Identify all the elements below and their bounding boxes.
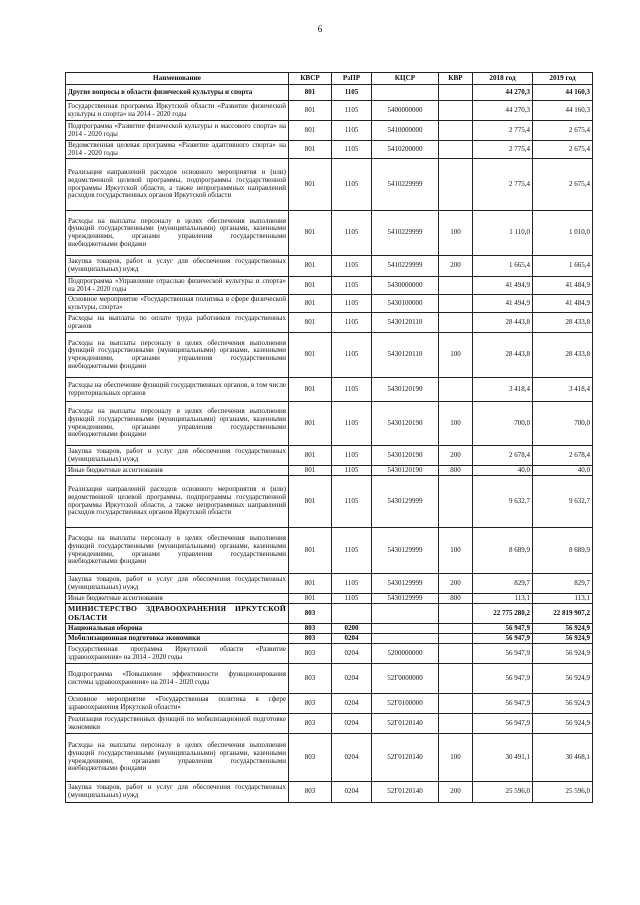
cell-2018: 40,0: [473, 466, 533, 476]
cell-2019: 25 596,0: [533, 782, 593, 803]
table-row: [66, 378, 593, 402]
cell-2018: 30 491,1: [473, 734, 533, 782]
table-row: [66, 85, 593, 101]
cell-kvsr: 801: [289, 159, 332, 211]
cell-kcsr: 5430000000: [372, 277, 439, 295]
cell-kvsr: 803: [289, 714, 332, 734]
cell-rzpr: 1105: [332, 313, 372, 333]
cell-2018: 829,7: [473, 574, 533, 594]
cell-kvsr: 803: [289, 644, 332, 664]
cell-2019: 2 678,4: [533, 446, 593, 466]
cell-kvsr: 801: [289, 295, 332, 313]
cell-kvsr: 803: [289, 782, 332, 803]
cell-kvr: [439, 141, 473, 159]
cell-kvsr: 801: [289, 101, 332, 121]
cell-rzpr: 1105: [332, 466, 372, 476]
header-year-2019: 2019 год: [533, 73, 593, 85]
table-row: [66, 121, 593, 141]
cell-2019: 56 924,9: [533, 644, 593, 664]
cell-kvr: 800: [439, 594, 473, 604]
table-row: [66, 313, 593, 333]
cell-kvsr: 803: [289, 734, 332, 782]
cell-2019: 113,1: [533, 594, 593, 604]
cell-name: Расходы на выплаты персоналу в целях обеспечения выполнения функций государственными (муниципальными) органами, казенными учреждениями, органами управления государственными внебюджетными фондами: [66, 333, 289, 378]
cell-kcsr: 5410000000: [372, 121, 439, 141]
cell-kcsr: 5410229999: [372, 256, 439, 277]
cell-2019: 829,7: [533, 574, 593, 594]
cell-2019: 56 924,9: [533, 694, 593, 714]
cell-kcsr: 5430129999: [372, 574, 439, 594]
cell-rzpr: 0204: [332, 714, 372, 734]
cell-rzpr: 0204: [332, 644, 372, 664]
cell-2018: 9 632,7: [473, 476, 533, 528]
cell-2018: 41 494,9: [473, 277, 533, 295]
cell-kvr: [439, 378, 473, 402]
table-row: [66, 594, 593, 604]
table-row: [66, 295, 593, 313]
cell-kvsr: 801: [289, 141, 332, 159]
cell-kvsr: 801: [289, 313, 332, 333]
cell-name: Закупка товаров, работ и услуг для обеспечения государственных (муниципальных) нужд: [66, 574, 289, 594]
cell-2018: 25 596,0: [473, 782, 533, 803]
cell-kvsr: 801: [289, 528, 332, 574]
header-name: Наименование: [66, 73, 289, 85]
cell-2019: 41 484,9: [533, 277, 593, 295]
cell-2018: 56 947,9: [473, 644, 533, 664]
cell-rzpr: 1105: [332, 446, 372, 466]
cell-kvr: 200: [439, 782, 473, 803]
cell-2018: 56 947,9: [473, 624, 533, 634]
cell-kvr: 100: [439, 333, 473, 378]
cell-rzpr: 1105: [332, 211, 372, 256]
cell-kvr: [439, 664, 473, 694]
cell-2018: 56 947,9: [473, 664, 533, 694]
table-row: [66, 277, 593, 295]
cell-rzpr: 0204: [332, 734, 372, 782]
cell-2019: 22 819 907,2: [533, 604, 593, 624]
cell-kvr: [439, 101, 473, 121]
cell-2018: 2 775,4: [473, 121, 533, 141]
cell-2019: 44 160,3: [533, 101, 593, 121]
table-row: [66, 476, 593, 528]
cell-kcsr: 5430120110: [372, 333, 439, 378]
table-row: [66, 256, 593, 277]
cell-2018: 113,1: [473, 594, 533, 604]
cell-2019: 1 010,0: [533, 211, 593, 256]
cell-2018: 2 678,4: [473, 446, 533, 466]
cell-kvr: [439, 159, 473, 211]
cell-2019: 1 665,4: [533, 256, 593, 277]
cell-2019: 9 632,7: [533, 476, 593, 528]
cell-kvsr: 801: [289, 402, 332, 446]
cell-kcsr: 5410200000: [372, 141, 439, 159]
cell-2018: 1 665,4: [473, 256, 533, 277]
cell-2019: 56 924,9: [533, 624, 593, 634]
cell-rzpr: 0204: [332, 782, 372, 803]
cell-name: Иные бюджетные ассигнования: [66, 466, 289, 476]
cell-2019: 56 924,9: [533, 634, 593, 644]
cell-2018: 28 443,8: [473, 333, 533, 378]
cell-rzpr: 1105: [332, 159, 372, 211]
cell-kvr: [439, 121, 473, 141]
cell-name: Закупка товаров, работ и услуг для обеспечения государственных (муниципальных) нужд: [66, 446, 289, 466]
table-row: [66, 333, 593, 378]
table-row: [66, 159, 593, 211]
cell-kvr: 100: [439, 528, 473, 574]
cell-kvsr: 803: [289, 624, 332, 634]
cell-rzpr: 1105: [332, 256, 372, 277]
table-row: [66, 634, 593, 644]
cell-kcsr: 5430120190: [372, 402, 439, 446]
cell-2019: 8 689,9: [533, 528, 593, 574]
cell-kvsr: 801: [289, 466, 332, 476]
cell-kvr: [439, 277, 473, 295]
cell-2019: 2 675,4: [533, 121, 593, 141]
cell-kvsr: 801: [289, 333, 332, 378]
table-row: [66, 694, 593, 714]
cell-name: Реализация направлений расходов основного мероприятия и (или) ведомственной целевой программы, подпрограммы государственной программы Иркутской области, а также непрограммных направлений расходов государственных органов Иркутской области: [66, 159, 289, 211]
cell-rzpr: 1105: [332, 141, 372, 159]
cell-rzpr: 1105: [332, 295, 372, 313]
cell-name: Основное мероприятие «Государственная политика в сфере физической культуры, спорта»: [66, 295, 289, 313]
table-body: [66, 85, 593, 803]
cell-2019: 40,0: [533, 466, 593, 476]
cell-kcsr: 5400000000: [372, 101, 439, 121]
budget-table: [65, 72, 593, 803]
cell-kvsr: 801: [289, 594, 332, 604]
cell-2018: 1 110,0: [473, 211, 533, 256]
cell-name: Расходы на выплаты персоналу в целях обеспечения выполнения функций государственными (муниципальными) органами, казенными учреждениями, органами управления государственными внебюджетными фондами: [66, 211, 289, 256]
table-row: [66, 714, 593, 734]
cell-kvsr: 803: [289, 664, 332, 694]
cell-kvr: [439, 634, 473, 644]
cell-kcsr: 5430100000: [372, 295, 439, 313]
cell-rzpr: 0204: [332, 634, 372, 644]
table-row: [66, 101, 593, 121]
cell-2018: 28 443,8: [473, 313, 533, 333]
cell-2019: 700,0: [533, 402, 593, 446]
cell-kcsr: 52Г0120140: [372, 782, 439, 803]
cell-name: МИНИСТЕРСТВО ЗДРАВООХРАНЕНИЯ ИРКУТСКОЙ ОБЛАСТИ: [66, 604, 289, 624]
cell-kcsr: 5410229999: [372, 211, 439, 256]
cell-2018: 2 775,4: [473, 159, 533, 211]
cell-2018: 700,0: [473, 402, 533, 446]
cell-kvr: 800: [439, 466, 473, 476]
cell-2018: 3 418,4: [473, 378, 533, 402]
header-kvsr: КВСР: [289, 73, 332, 85]
cell-rzpr: 1105: [332, 476, 372, 528]
cell-name: Расходы на выплаты персоналу в целях обеспечения выполнения функций государственными (муниципальными) органами, казенными учреждениями, органами управления государственными внебюджетными фондами: [66, 734, 289, 782]
cell-kcsr: 52Г0100000: [372, 694, 439, 714]
cell-kvsr: 803: [289, 694, 332, 714]
table-row: [66, 644, 593, 664]
cell-rzpr: 1105: [332, 277, 372, 295]
table-row: [66, 466, 593, 476]
page-number: 6: [317, 24, 323, 34]
cell-rzpr: 1105: [332, 333, 372, 378]
cell-2019: 3 418,4: [533, 378, 593, 402]
cell-2018: 44 270,3: [473, 101, 533, 121]
cell-name: Иные бюджетные ассигнования: [66, 594, 289, 604]
cell-2019: 2 675,4: [533, 159, 593, 211]
cell-kcsr: 5200000000: [372, 644, 439, 664]
cell-name: Расходы на выплаты персоналу в целях обеспечения выполнения функций государственными (муниципальными) органами, казенными учреждениями, органами управления государственными внебюджетными фондами: [66, 528, 289, 574]
cell-name: Ведомственная целевая программа «Развитие адаптивного спорта» на 2014 - 2020 годы: [66, 141, 289, 159]
cell-name: Национальная оборона: [66, 624, 289, 634]
cell-kcsr: 52Г0120140: [372, 734, 439, 782]
table-row: [66, 604, 593, 624]
cell-kvr: [439, 604, 473, 624]
cell-2018: 56 947,9: [473, 714, 533, 734]
table-row: [66, 782, 593, 803]
cell-kvsr: 801: [289, 211, 332, 256]
cell-rzpr: 0204: [332, 694, 372, 714]
header-year-2018: 2018 год: [473, 73, 533, 85]
cell-2019: 28 433,8: [533, 333, 593, 378]
cell-kcsr: [372, 85, 439, 101]
cell-kvr: [439, 85, 473, 101]
cell-rzpr: 1105: [332, 594, 372, 604]
table-row: [66, 734, 593, 782]
cell-kcsr: 5430120190: [372, 378, 439, 402]
cell-rzpr: 1105: [332, 574, 372, 594]
table-row: [66, 446, 593, 466]
cell-rzpr: 1105: [332, 378, 372, 402]
table-header-row: [66, 73, 593, 85]
cell-2019: 56 924,9: [533, 714, 593, 734]
cell-kvr: 100: [439, 402, 473, 446]
cell-kvsr: 801: [289, 574, 332, 594]
cell-kvsr: 801: [289, 446, 332, 466]
cell-name: Закупка товаров, работ и услуг для обеспечения государственных (муниципальных) нужд: [66, 256, 289, 277]
cell-2019: 30 468,1: [533, 734, 593, 782]
header-kvr: КВР: [439, 73, 473, 85]
cell-rzpr: 1105: [332, 528, 372, 574]
cell-2018: 41 494,9: [473, 295, 533, 313]
cell-2019: 44 160,3: [533, 85, 593, 101]
cell-kcsr: [372, 604, 439, 624]
cell-kvsr: 801: [289, 85, 332, 101]
cell-kvr: [439, 624, 473, 634]
table-row: [66, 141, 593, 159]
cell-kvr: 200: [439, 256, 473, 277]
cell-rzpr: 1105: [332, 402, 372, 446]
cell-kvr: 100: [439, 734, 473, 782]
cell-kvr: 200: [439, 446, 473, 466]
cell-name: Подпрограмма «Управление отраслью физической культуры и спорта» на 2014 - 2020 годы: [66, 277, 289, 295]
cell-kvsr: 801: [289, 121, 332, 141]
cell-kcsr: 5430129999: [372, 528, 439, 574]
cell-2018: 56 947,9: [473, 694, 533, 714]
cell-kvsr: 801: [289, 476, 332, 528]
table-row: [66, 402, 593, 446]
cell-kvsr: 801: [289, 378, 332, 402]
cell-kvr: [439, 295, 473, 313]
cell-rzpr: [332, 604, 372, 624]
cell-kvr: 200: [439, 574, 473, 594]
cell-name: Расходы на обеспечение функций государственных органов, в том числе территориальных органов: [66, 378, 289, 402]
cell-kcsr: 5430129999: [372, 594, 439, 604]
cell-kcsr: 5430120190: [372, 466, 439, 476]
cell-2018: 22 775 280,2: [473, 604, 533, 624]
header-kcsr: КЦСР: [372, 73, 439, 85]
cell-kvsr: 801: [289, 277, 332, 295]
cell-rzpr: 1105: [332, 85, 372, 101]
cell-2018: 56 947,9: [473, 634, 533, 644]
cell-kvr: [439, 694, 473, 714]
cell-kcsr: 5430120190: [372, 446, 439, 466]
table-row: [66, 528, 593, 574]
table-row: [66, 211, 593, 256]
cell-name: Другие вопросы в области физической культуры и спорта: [66, 85, 289, 101]
cell-kcsr: 52Г0000000: [372, 664, 439, 694]
cell-kcsr: 5430120110: [372, 313, 439, 333]
header-rzpr: РзПР: [332, 73, 372, 85]
cell-rzpr: 0200: [332, 624, 372, 634]
cell-kcsr: 52Г0120140: [372, 714, 439, 734]
cell-kvsr: 801: [289, 256, 332, 277]
cell-2019: 56 924,9: [533, 664, 593, 694]
cell-kcsr: [372, 634, 439, 644]
cell-name: Государственная программа Иркутской области «Развитие здравоохранения» на 2014 - 2020 годы: [66, 644, 289, 664]
cell-kvr: [439, 714, 473, 734]
cell-rzpr: 1105: [332, 101, 372, 121]
cell-name: Реализация направлений расходов основного мероприятия и (или) ведомственной целевой программы, подпрограммы государственной программы Иркутской области, а также непрограммных направлений расходов государственных органов Иркутской области: [66, 476, 289, 528]
cell-2019: 41 484,9: [533, 295, 593, 313]
cell-kcsr: 5430129999: [372, 476, 439, 528]
cell-name: Расходы на выплаты по оплате труда работников государственных органов: [66, 313, 289, 333]
cell-name: Мобилизационная подготовка экономики: [66, 634, 289, 644]
cell-name: Подпрограмма «Повышение эффективности функционирования системы здравоохранения» на 2014 - 2020 годы: [66, 664, 289, 694]
cell-kvr: [439, 313, 473, 333]
cell-name: Закупка товаров, работ и услуг для обеспечения государственных (муниципальных) нужд: [66, 782, 289, 803]
cell-2018: 44 270,3: [473, 85, 533, 101]
cell-rzpr: 0204: [332, 664, 372, 694]
cell-kvr: 100: [439, 211, 473, 256]
table-row: [66, 574, 593, 594]
cell-2019: 2 675,4: [533, 141, 593, 159]
cell-kvsr: 803: [289, 634, 332, 644]
cell-kvsr: 803: [289, 604, 332, 624]
cell-2019: 28 433,8: [533, 313, 593, 333]
cell-name: Реализация государственных функций по мобилизационной подготовке экономики: [66, 714, 289, 734]
cell-name: Основное мероприятие «Государственная политика в сфере здравоохранения Иркутской области»: [66, 694, 289, 714]
cell-2018: 2 775,4: [473, 141, 533, 159]
cell-rzpr: 1105: [332, 121, 372, 141]
table-row: [66, 664, 593, 694]
table-row: [66, 624, 593, 634]
cell-name: Подпрограмма «Развитие физической культуры и массового спорта» на 2014 - 2020 годы: [66, 121, 289, 141]
cell-name: Расходы на выплаты персоналу в целях обеспечения выполнения функций государственными (муниципальными) органами, казенными учреждениями, органами управления государственными внебюджетными фондами: [66, 402, 289, 446]
cell-2018: 8 689,9: [473, 528, 533, 574]
cell-kcsr: [372, 624, 439, 634]
cell-name: Государственная программа Иркутской области «Развитие физической культуры и спорта» на 2014 - 2020 годы: [66, 101, 289, 121]
cell-kvr: [439, 644, 473, 664]
cell-kvr: [439, 476, 473, 528]
cell-kcsr: 5410229999: [372, 159, 439, 211]
